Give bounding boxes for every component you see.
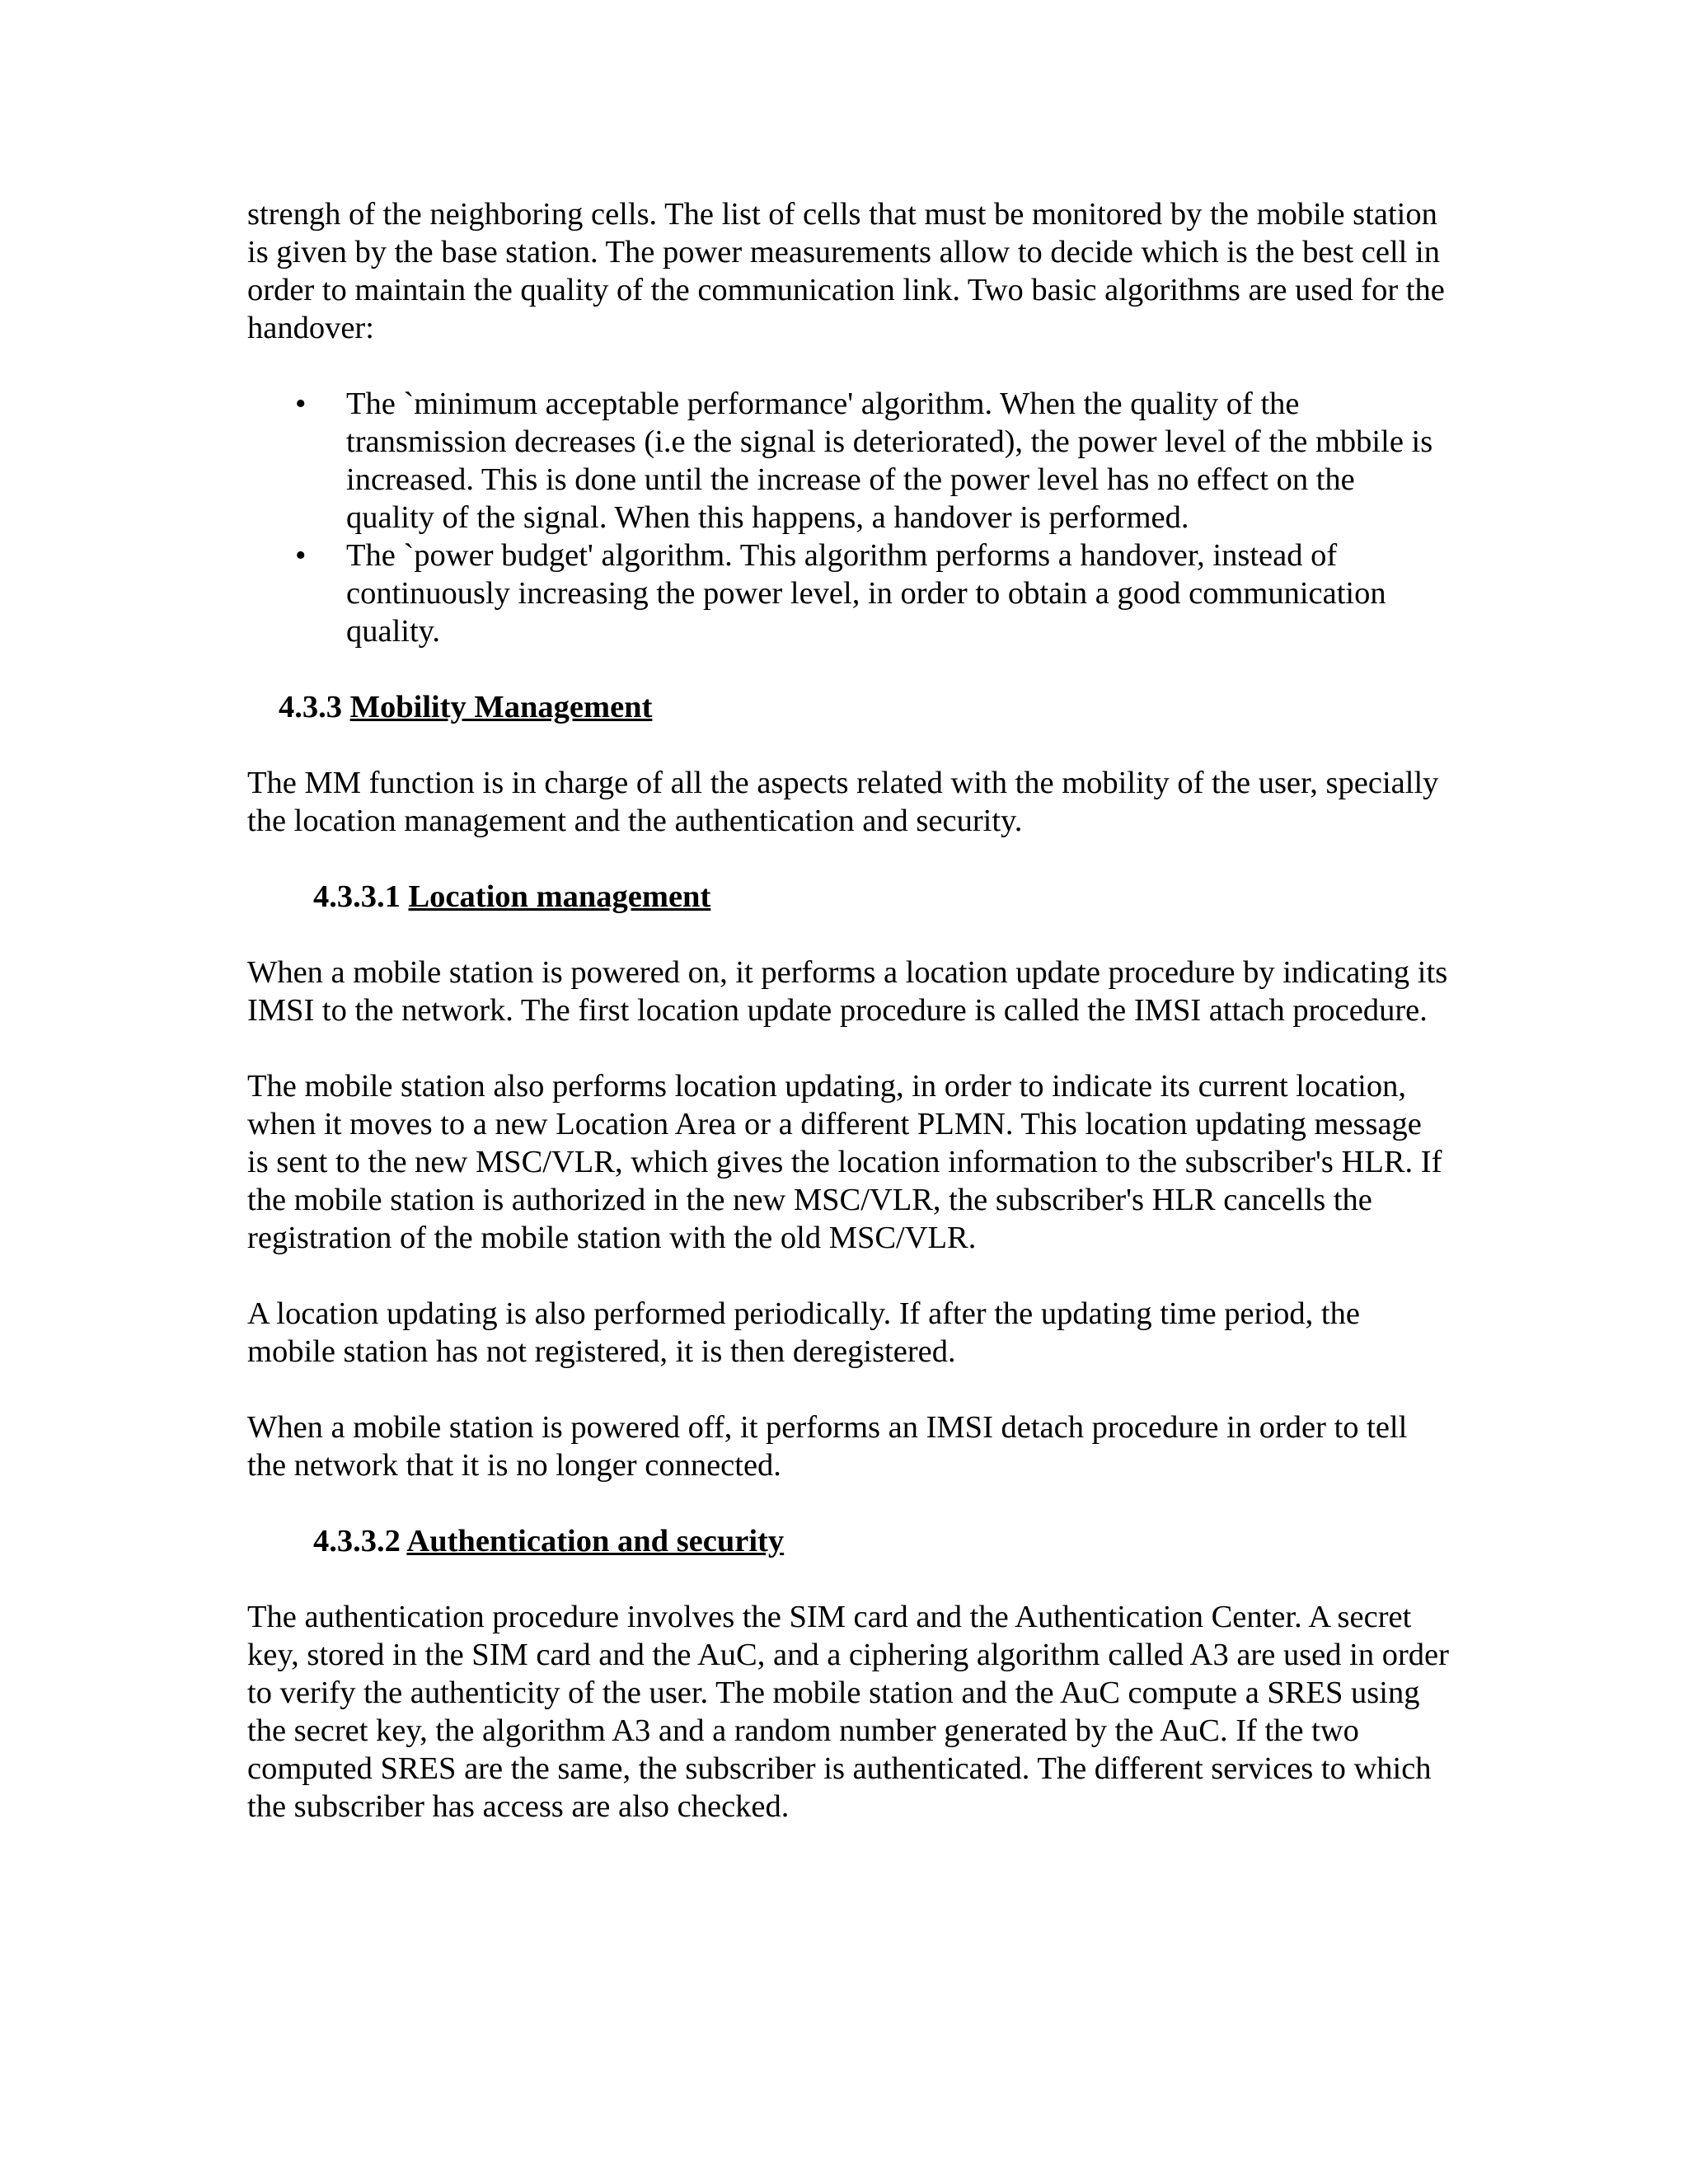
intro-paragraph: strengh of the neighboring cells. The list of cells that must be monitored by the mobile station is given by the base station. The power measurements allow to decide which is the best cell in order to maintain the quality of the communication link. Two basic algorithms are used for the handover: <box>247 197 1445 345</box>
bullet-icon: • <box>295 538 307 573</box>
section-heading-authentication-security <box>247 1522 1451 1560</box>
list-item-text: The `minimum acceptable performance' algorithm. When the quality of the transmission decreases (i.e the signal is deteriorated), the power level of the mbbile is increased. This is done until the increase of the power level has no effect on the quality of the signal. When this happens, a handover is performed. <box>346 387 1433 535</box>
location-paragraph: The mobile station also performs location updating, in order to indicate its current location, when it moves to a new Location Area or a different PLMN. This location updating message is sent to the new MSC/VLR, which gives the location information to the subscriber's HLR. If the mobile station is authorized in the new MSC/VLR, the subscriber's HLR cancells the registration of the mobile station with the old MSC/VLR. <box>247 1069 1442 1255</box>
location-paragraph: When a mobile station is powered off, it performs an IMSI detach procedure in order to tell the network that it is no longer connected. <box>247 1410 1408 1483</box>
section-heading-mobility-management <box>247 688 1451 726</box>
section-title: Mobility Management <box>349 690 653 724</box>
section-number: 4.3.3 <box>279 690 342 724</box>
section-number: 4.3.3.2 <box>313 1524 401 1558</box>
bullet-icon: • <box>295 387 307 421</box>
authentication-paragraph: The authentication procedure involves the SIM card and the Authentication Center. A secret key, stored in the SIM card and the AuC, and a ciphering algorithm called A3 are used in order to verify the authenticity of the user. The mobile station and the AuC compute a SRES using the secret key, the algorithm A3 and a random number generated by the AuC. If the two computed SRES are the same, the subscriber is authenticated. The different services to which the subscriber has access are also checked. <box>247 1600 1449 1824</box>
mobility-management-paragraph: The MM function is in charge of all the aspects related with the mobility of the user, specially the location management and the authentication and security. <box>247 766 1439 838</box>
list-item <box>295 537 1451 650</box>
handover-algorithm-list <box>247 385 1451 650</box>
list-item <box>295 385 1451 537</box>
section-heading-location-management <box>247 878 1451 916</box>
section-title: Location management <box>408 879 711 914</box>
section-number: 4.3.3.1 <box>313 879 401 914</box>
location-paragraph: When a mobile station is powered on, it performs a location update procedure by indicating its IMSI to the network. The first location update procedure is called the IMSI attach procedure. <box>247 955 1448 1028</box>
document-body <box>247 195 1451 1863</box>
list-item-text: The `power budget' algorithm. This algorithm performs a handover, instead of continuously increasing the power level, in order to obtain a good communication quality. <box>346 538 1386 649</box>
section-title: Authentication and security <box>406 1524 785 1558</box>
location-paragraph: A location updating is also performed periodically. If after the updating time period, the mobile station has not registered, it is then deregistered. <box>247 1296 1360 1369</box>
